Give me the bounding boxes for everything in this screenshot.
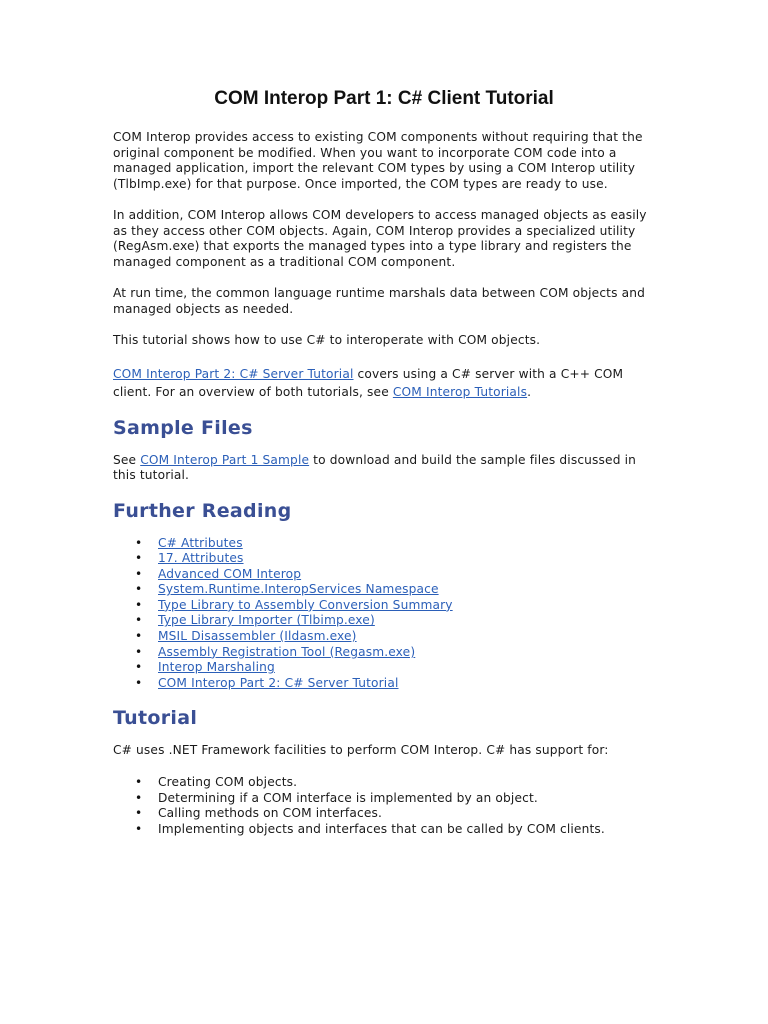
intro-paragraph-5-text: covers using a C# server with a C++ COM client. For an overview of both tutorials, see: [113, 366, 624, 399]
tutorial-heading: Tutorial: [113, 707, 198, 730]
interop-marshaling-link[interactable]: Interop Marshaling: [158, 660, 275, 675]
list-item: [158, 660, 658, 676]
intro-paragraph-3: At run time, the common language runtime marshals data between COM objects and managed objects as needed.: [113, 286, 646, 316]
list-item: • Creating COM objects.: [158, 775, 658, 791]
intro-paragraph-2: In addition, COM Interop allows COM developers to access managed objects as easily as they access other COM objects. Again, COM Interop provides a specialized utility (RegAsm.exe) that exports the managed types into a type library and registers the managed component as a traditional COM component.: [113, 208, 647, 269]
sample-files-text-after: to download and build the sample files discussed in this tutorial.: [113, 452, 637, 482]
intro-paragraph-4: This tutorial shows how to use C# to interoperate with COM objects.: [113, 333, 541, 347]
list-item: [158, 613, 658, 629]
attributes-link[interactable]: 17. Attributes: [158, 551, 244, 566]
sample-files-heading: Sample Files: [113, 416, 253, 439]
regasm-link[interactable]: Assembly Registration Tool (Regasm.exe): [158, 644, 416, 659]
list-item: [158, 676, 658, 692]
server-tutorial-link[interactable]: COM Interop Part 2: C# Server Tutorial: [113, 366, 354, 381]
sample-files-paragraph: [113, 453, 658, 484]
page-title: COM Interop Part 1: C# Client Tutorial: [214, 88, 554, 109]
interopservices-namespace-link[interactable]: System.Runtime.InteropServices Namespace: [158, 582, 439, 597]
ildasm-link[interactable]: MSIL Disassembler (Ildasm.exe): [158, 629, 357, 644]
list-item: [158, 567, 658, 583]
sample-files-text-before: See: [113, 452, 141, 467]
intro-paragraph-5: [113, 365, 658, 401]
intro-paragraph-1: COM Interop provides access to existing COM components without requiring that the original component be modified. When you want to incorporate COM code into a managed application, import the relevant COM types by using a COM Interop utility (TlbImp.exe) for that purpose. Once imported, the COM types are ready to use.: [113, 130, 643, 191]
list-item: [158, 582, 658, 598]
sample-link[interactable]: COM Interop Part 1 Sample: [140, 452, 310, 467]
document-body: [113, 130, 658, 853]
list-item: [158, 598, 658, 614]
tutorial-list: [113, 775, 658, 837]
list-item: [158, 536, 658, 552]
list-item: • Implementing objects and interfaces that can be called by COM clients.: [158, 822, 658, 838]
tutorial-intro: C# uses .NET Framework facilities to perform COM Interop. C# has support for:: [113, 743, 609, 758]
further-reading-heading: Further Reading: [113, 499, 292, 522]
tlbimp-link[interactable]: Type Library Importer (Tlbimp.exe): [158, 613, 375, 628]
further-reading-list: [113, 536, 658, 692]
list-item: [158, 551, 658, 567]
server-tutorial-list-link[interactable]: COM Interop Part 2: C# Server Tutorial: [158, 675, 399, 690]
list-item: • Calling methods on COM interfaces.: [158, 806, 658, 822]
list-item: [158, 645, 658, 661]
csharp-attributes-link[interactable]: C# Attributes: [158, 535, 243, 550]
list-item: • Determining if a COM interface is implemented by an object.: [158, 791, 658, 807]
com-interop-tutorials-link[interactable]: COM Interop Tutorials: [392, 384, 528, 399]
conversion-summary-link[interactable]: Type Library to Assembly Conversion Summary: [158, 597, 453, 612]
list-item: [158, 629, 658, 645]
advanced-com-interop-link[interactable]: Advanced COM Interop: [158, 566, 302, 581]
intro-paragraph-5-end: .: [527, 384, 532, 399]
